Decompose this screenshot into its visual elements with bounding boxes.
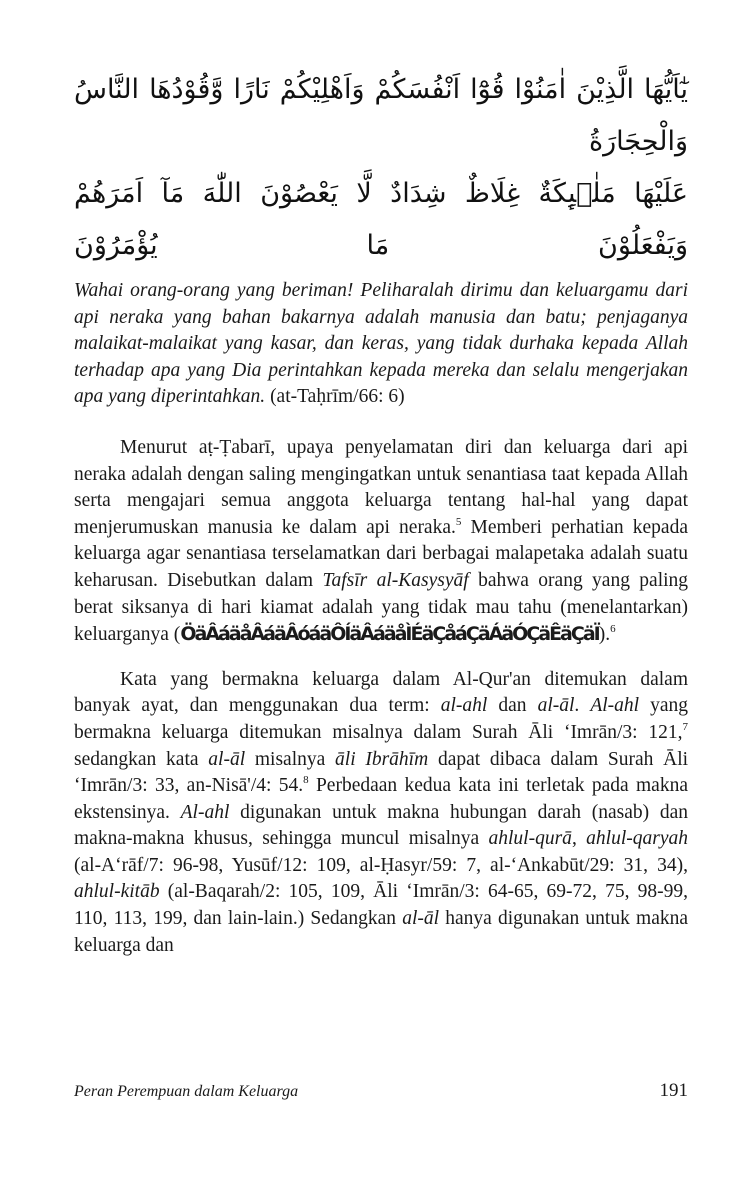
para1-text: Menurut aṭ-Ṭabarī, upaya penyelamatan diri dan keluarga dari api neraka adalah dengan saling mengingatkan untuk senantiasa taat kepada Allah serta mengajari semua anggota keluarga tentang hal-hal yang dapat menjerumuskan manusia ke dalam api neraka. <box>74 436 688 538</box>
term-ahlul-qaryah: ahlul-qaryah <box>586 828 688 850</box>
term-al-al-3: al-āl <box>402 908 440 930</box>
para2-s11: (al-A‘rāf/7: 96-98, Yusūf/12: 109, al-Ḥasyr/59: 7, al-‘Ankabūt/29: 31, 34), <box>74 854 688 876</box>
para2-s8: Perbedaan kedua kata ini terletak pada makna ekstensinya. <box>74 775 688 823</box>
para2-s5: sedangkan kata <box>74 748 199 770</box>
para2-s4: yang bermakna keluarga ditemukan misalnya dalam Surah Āli ‘Imrān/3: 121, <box>74 695 689 743</box>
translation-text: Wahai orang-orang yang beriman! Peliharalah dirimu dan keluargamu dari api neraka yang bahan bakarnya adalah manusia dan batu; penjaganya malaikat-malaikat yang kasar, dan keras, yang tidak durhaka kepada Allah terhadap apa yang Dia perintahkan kepada mereka dan selalu mengerjakan apa yang diperintahkan. <box>74 280 688 408</box>
paragraph-2 <box>74 667 688 960</box>
term-al-ahl: al-ahl <box>440 695 488 717</box>
term-al-al: al-āl <box>537 695 575 717</box>
para2-s9: digunakan untuk makna hubungan darah (nasab) dan makna-makna khusus, sehingga muncul misalnya <box>74 801 689 850</box>
arabic-line-2: عَلَيْهَا مَلٰۤىِٕكَةٌ غِلَاظٌ شِدَادٌ لَّا يَعْصُوْنَ اللّٰهَ مَآ اَمَرَهُمْ وَيَفْعَلُوْنَ مَا يُؤْمَرُوْنَ <box>74 178 688 261</box>
footnote-ref-5[interactable]: 5 <box>455 515 462 528</box>
para1-text2: Memberi perhatian kepada keluarga agar senantiasa terselamatkan dari berbagai malapetaka adalah suatu keharusan. Disebutkan dalam <box>74 516 688 591</box>
term-ahlul-kitab: ahlul-kitāb <box>74 881 160 903</box>
quran-verse-arabic <box>74 64 688 272</box>
paragraph-1 <box>74 435 688 649</box>
arabic-line-1: يٰٓاَيُّهَا الَّذِيْنَ اٰمَنُوْا قُوْٓا اَنْفُسَكُمْ وَاَهْلِيْكُمْ نَارًا وَّقُوْدُهَا النَّاسُ وَالْحِجَارَةُ <box>74 74 688 157</box>
verse-citation: (at-Taḥrīm/66: 6) <box>270 386 405 408</box>
para2-s6: misalnya <box>254 748 326 770</box>
para2-s13: hanya digunakan untuk makna keluarga dan <box>74 908 689 956</box>
verse-translation <box>74 278 688 411</box>
footnote-ref-7[interactable]: 7 <box>682 720 688 733</box>
term-al-al-2: al-āl <box>208 748 246 770</box>
running-footer-title: Peran Perempuan dalam Keluarga <box>74 1083 299 1100</box>
term-ali-ibrahim: āli Ibrāhīm <box>335 748 429 770</box>
para2-s3: . <box>574 695 580 717</box>
page-content <box>74 64 688 977</box>
book-title-kasysyaf: Tafsīr al-Kasysyāf <box>322 569 469 591</box>
term-ahlul-qura: ahlul-qurā <box>488 828 572 850</box>
para1-text4: ). <box>598 624 611 646</box>
footnote-ref-8[interactable]: 8 <box>303 774 309 787</box>
para1-text3: bahwa orang yang paling berat siksanya di hari kiamat adalah yang tidak mau tahu (menelantarkan) keluarganya ( <box>74 569 689 646</box>
page-footer <box>74 1080 688 1102</box>
para2-s10: , <box>571 828 577 850</box>
para2-s7: dapat dibaca dalam Surah Āli ‘Imrān/3: 33, an-Nisā'/4: 54. <box>74 748 689 797</box>
footnote-ref-6[interactable]: 6 <box>610 623 616 636</box>
arabic-inline-phrase: ÖäÂáäåÂáäÂóáäÔÍäÂáäåÌÉäÇåáÇäÁäÓÇäÊäÇäÏ <box>180 623 599 646</box>
para2-s12: (al-Baqarah/2: 105, 109, Āli ‘Imrān/3: 64-65, 69-72, 75, 98-99, 110, 113, 199, dan lain-lain.) Sedangkan <box>74 881 688 930</box>
para2-s1: Kata yang bermakna keluarga dalam Al-Qur'an ditemukan dalam banyak ayat, dan menggunakan dua term: <box>74 668 688 717</box>
term-al-ahl-3: Al-ahl <box>180 801 230 823</box>
term-al-ahl-2: Al-ahl <box>590 695 640 717</box>
para2-s2: dan <box>498 695 527 717</box>
page-number: 191 <box>659 1080 688 1101</box>
